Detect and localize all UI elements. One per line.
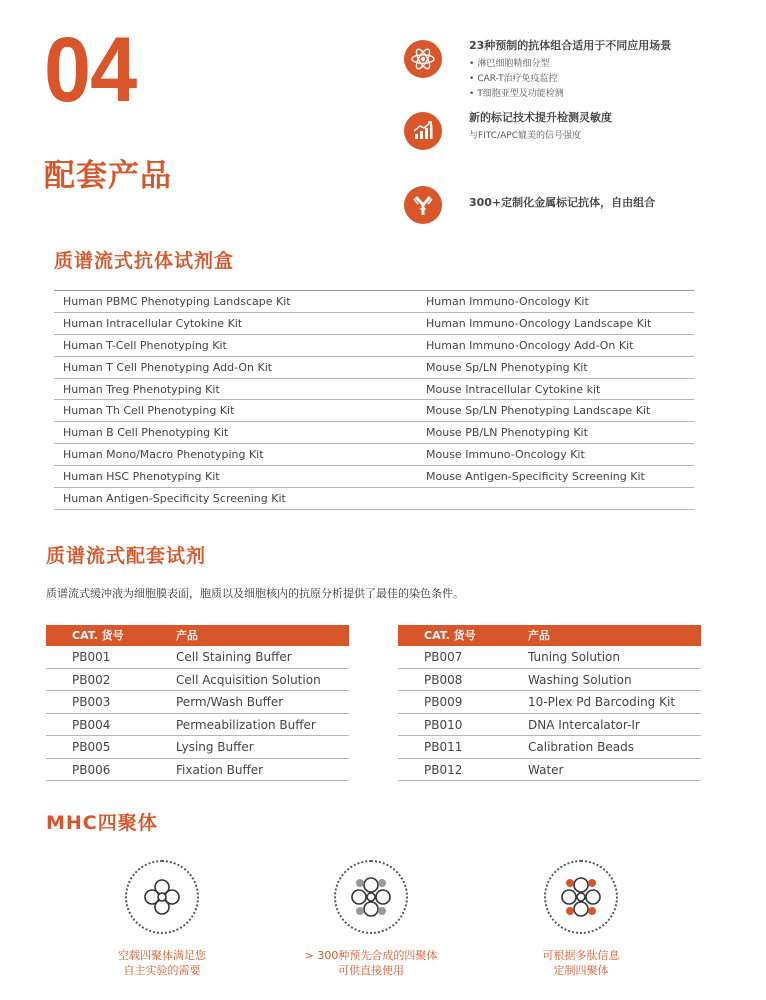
kit-name: Human Intracellular Cytokine Kit <box>63 316 243 330</box>
feature-title: 23种预制的抗体组合适用于不同应用场景 <box>469 39 672 52</box>
mhc-caption-line: > 300种预先合成的四聚体 <box>304 949 438 962</box>
mhc-caption-line: 可供直接使用 <box>338 964 404 977</box>
column-header-cat: CAT. 货号 <box>424 629 476 642</box>
mhc-caption-line: 定制四聚体 <box>553 964 609 977</box>
product-name: Calibration Beads <box>528 740 634 754</box>
reagents-heading: 质谱流式配套试剂 <box>46 545 207 567</box>
kit-name: Human Immuno-Oncology Kit <box>426 295 589 308</box>
table-row <box>398 736 701 759</box>
kit-name: Human Antigen-Specificity Screening Kit <box>63 492 286 506</box>
kit-name: Mouse Intracellular Cytokine kit <box>426 382 601 396</box>
table-row <box>54 357 694 379</box>
cat-number: PB002 <box>72 672 111 687</box>
section-number: 04 <box>44 19 137 121</box>
feature-title: 300+定制化金属标记抗体，自由组合 <box>469 196 656 209</box>
bar-chart-icon <box>404 112 442 150</box>
table-row <box>54 400 694 422</box>
table-row <box>54 313 694 335</box>
cat-number: PB011 <box>424 740 463 754</box>
feature-bullet: • 淋巴细胞精细分型 <box>469 57 749 72</box>
mhc-caption-line: 自主实验的需要 <box>123 964 201 977</box>
product-name: 10-Plex Pd Barcoding Kit <box>528 695 676 709</box>
cat-number: PB008 <box>424 672 463 687</box>
mhc-item-presynthesized <box>296 860 446 978</box>
cat-number: PB006 <box>72 762 111 777</box>
table-row <box>46 759 349 782</box>
table-row <box>398 669 701 692</box>
kit-name: Human T Cell Phenotyping Add-On Kit <box>63 360 273 374</box>
table-row <box>398 759 701 782</box>
product-name: Cell Acquisition Solution <box>176 672 321 687</box>
column-header-product: 产品 <box>176 629 198 642</box>
mhc-heading: MHC四聚体 <box>46 812 158 834</box>
product-name: Permeabilization Buffer <box>176 717 316 732</box>
product-name: Perm/Wash Buffer <box>176 695 284 709</box>
column-header-product: 产品 <box>528 629 550 642</box>
kit-name: Mouse Immuno-Oncology Kit <box>426 448 585 462</box>
feature-desc: 与FITC/APC媲美的信号强度 <box>469 131 581 141</box>
cat-number: PB003 <box>72 695 111 709</box>
kit-name <box>416 488 694 509</box>
cat-number: PB007 <box>424 650 463 664</box>
kit-name: Human Treg Phenotyping Kit <box>63 382 220 396</box>
table-row <box>46 691 349 714</box>
table-row <box>54 291 694 313</box>
reagent-table-right <box>398 625 701 781</box>
table-row <box>46 736 349 759</box>
product-name: Tuning Solution <box>528 650 620 664</box>
mhc-caption-line: 可根据多肽信息 <box>542 949 620 962</box>
product-name: Fixation Buffer <box>176 762 264 777</box>
feature-bullet: • T细胞亚型及功能检测 <box>469 87 749 102</box>
atom-icon <box>404 40 442 78</box>
product-name: Lysing Buffer <box>176 740 254 754</box>
column-header-cat: CAT. 货号 <box>72 629 124 642</box>
product-name: Cell Staining Buffer <box>176 650 292 664</box>
table-row <box>398 646 701 669</box>
kit-name: Human Mono/Macro Phenotyping Kit <box>63 448 264 462</box>
mhc-caption-line: 空载四聚体满足您 <box>118 949 206 962</box>
cat-number: PB010 <box>424 717 463 732</box>
table-row <box>398 691 701 714</box>
table-row <box>54 466 694 488</box>
table-row <box>46 646 349 669</box>
tetramer-loaded-icon <box>334 860 408 934</box>
feature-title: 新的标记技术提升检测灵敏度 <box>469 111 612 124</box>
cat-number: PB012 <box>424 762 463 777</box>
kit-table <box>54 290 694 510</box>
table-row <box>54 422 694 444</box>
product-name: Water <box>528 762 564 777</box>
mhc-item-empty <box>87 860 237 978</box>
mhc-item-custom <box>506 860 656 978</box>
kit-name: Human Th Cell Phenotyping Kit <box>63 404 235 418</box>
kit-name: Mouse Sp/LN Phenotyping Kit <box>426 360 588 374</box>
cat-number: PB004 <box>72 717 111 732</box>
kits-heading: 质谱流式抗体试剂盒 <box>54 250 235 272</box>
table-row <box>54 444 694 466</box>
table-header <box>398 625 701 646</box>
kit-name: Human Immuno-Oncology Add-On Kit <box>426 338 634 352</box>
table-header <box>46 625 349 646</box>
antibody-icon <box>404 186 442 224</box>
tetramer-outline-icon <box>125 860 199 934</box>
kit-name: Human B Cell Phenotyping Kit <box>63 426 229 440</box>
kit-name: Human Immuno-Oncology Landscape Kit <box>426 316 652 330</box>
kit-name: Mouse PB/LN Phenotyping Kit <box>426 426 588 440</box>
table-row <box>54 335 694 357</box>
table-row <box>54 488 694 510</box>
kit-name: Mouse Antigen-Specificity Screening Kit <box>426 470 645 484</box>
tetramer-custom-icon <box>544 860 618 934</box>
table-row <box>54 379 694 401</box>
reagent-table-left <box>46 625 349 781</box>
table-row <box>46 714 349 737</box>
table-row <box>46 669 349 692</box>
cat-number: PB005 <box>72 740 111 754</box>
table-row <box>398 714 701 737</box>
kit-name: Human PBMC Phenotyping Landscape Kit <box>63 295 291 308</box>
kit-name: Human HSC Phenotyping Kit <box>63 470 220 484</box>
feature-bullet-list <box>469 57 749 102</box>
cat-number: PB001 <box>72 650 111 664</box>
cat-number: PB009 <box>424 695 463 709</box>
product-name: DNA Intercalator-Ir <box>528 717 640 732</box>
product-name: Washing Solution <box>528 672 632 687</box>
feature-bullet: • CAR-T治疗免疫监控 <box>469 72 749 87</box>
page-title: 配套产品 <box>44 158 172 194</box>
kit-name: Human T-Cell Phenotyping Kit <box>63 338 227 352</box>
reagents-intro: 质谱流式缓冲液为细胞膜表面，胞质以及细胞核内的抗原分析提供了最佳的染色条件。 <box>46 587 464 600</box>
kit-name: Mouse Sp/LN Phenotyping Landscape Kit <box>426 404 651 418</box>
